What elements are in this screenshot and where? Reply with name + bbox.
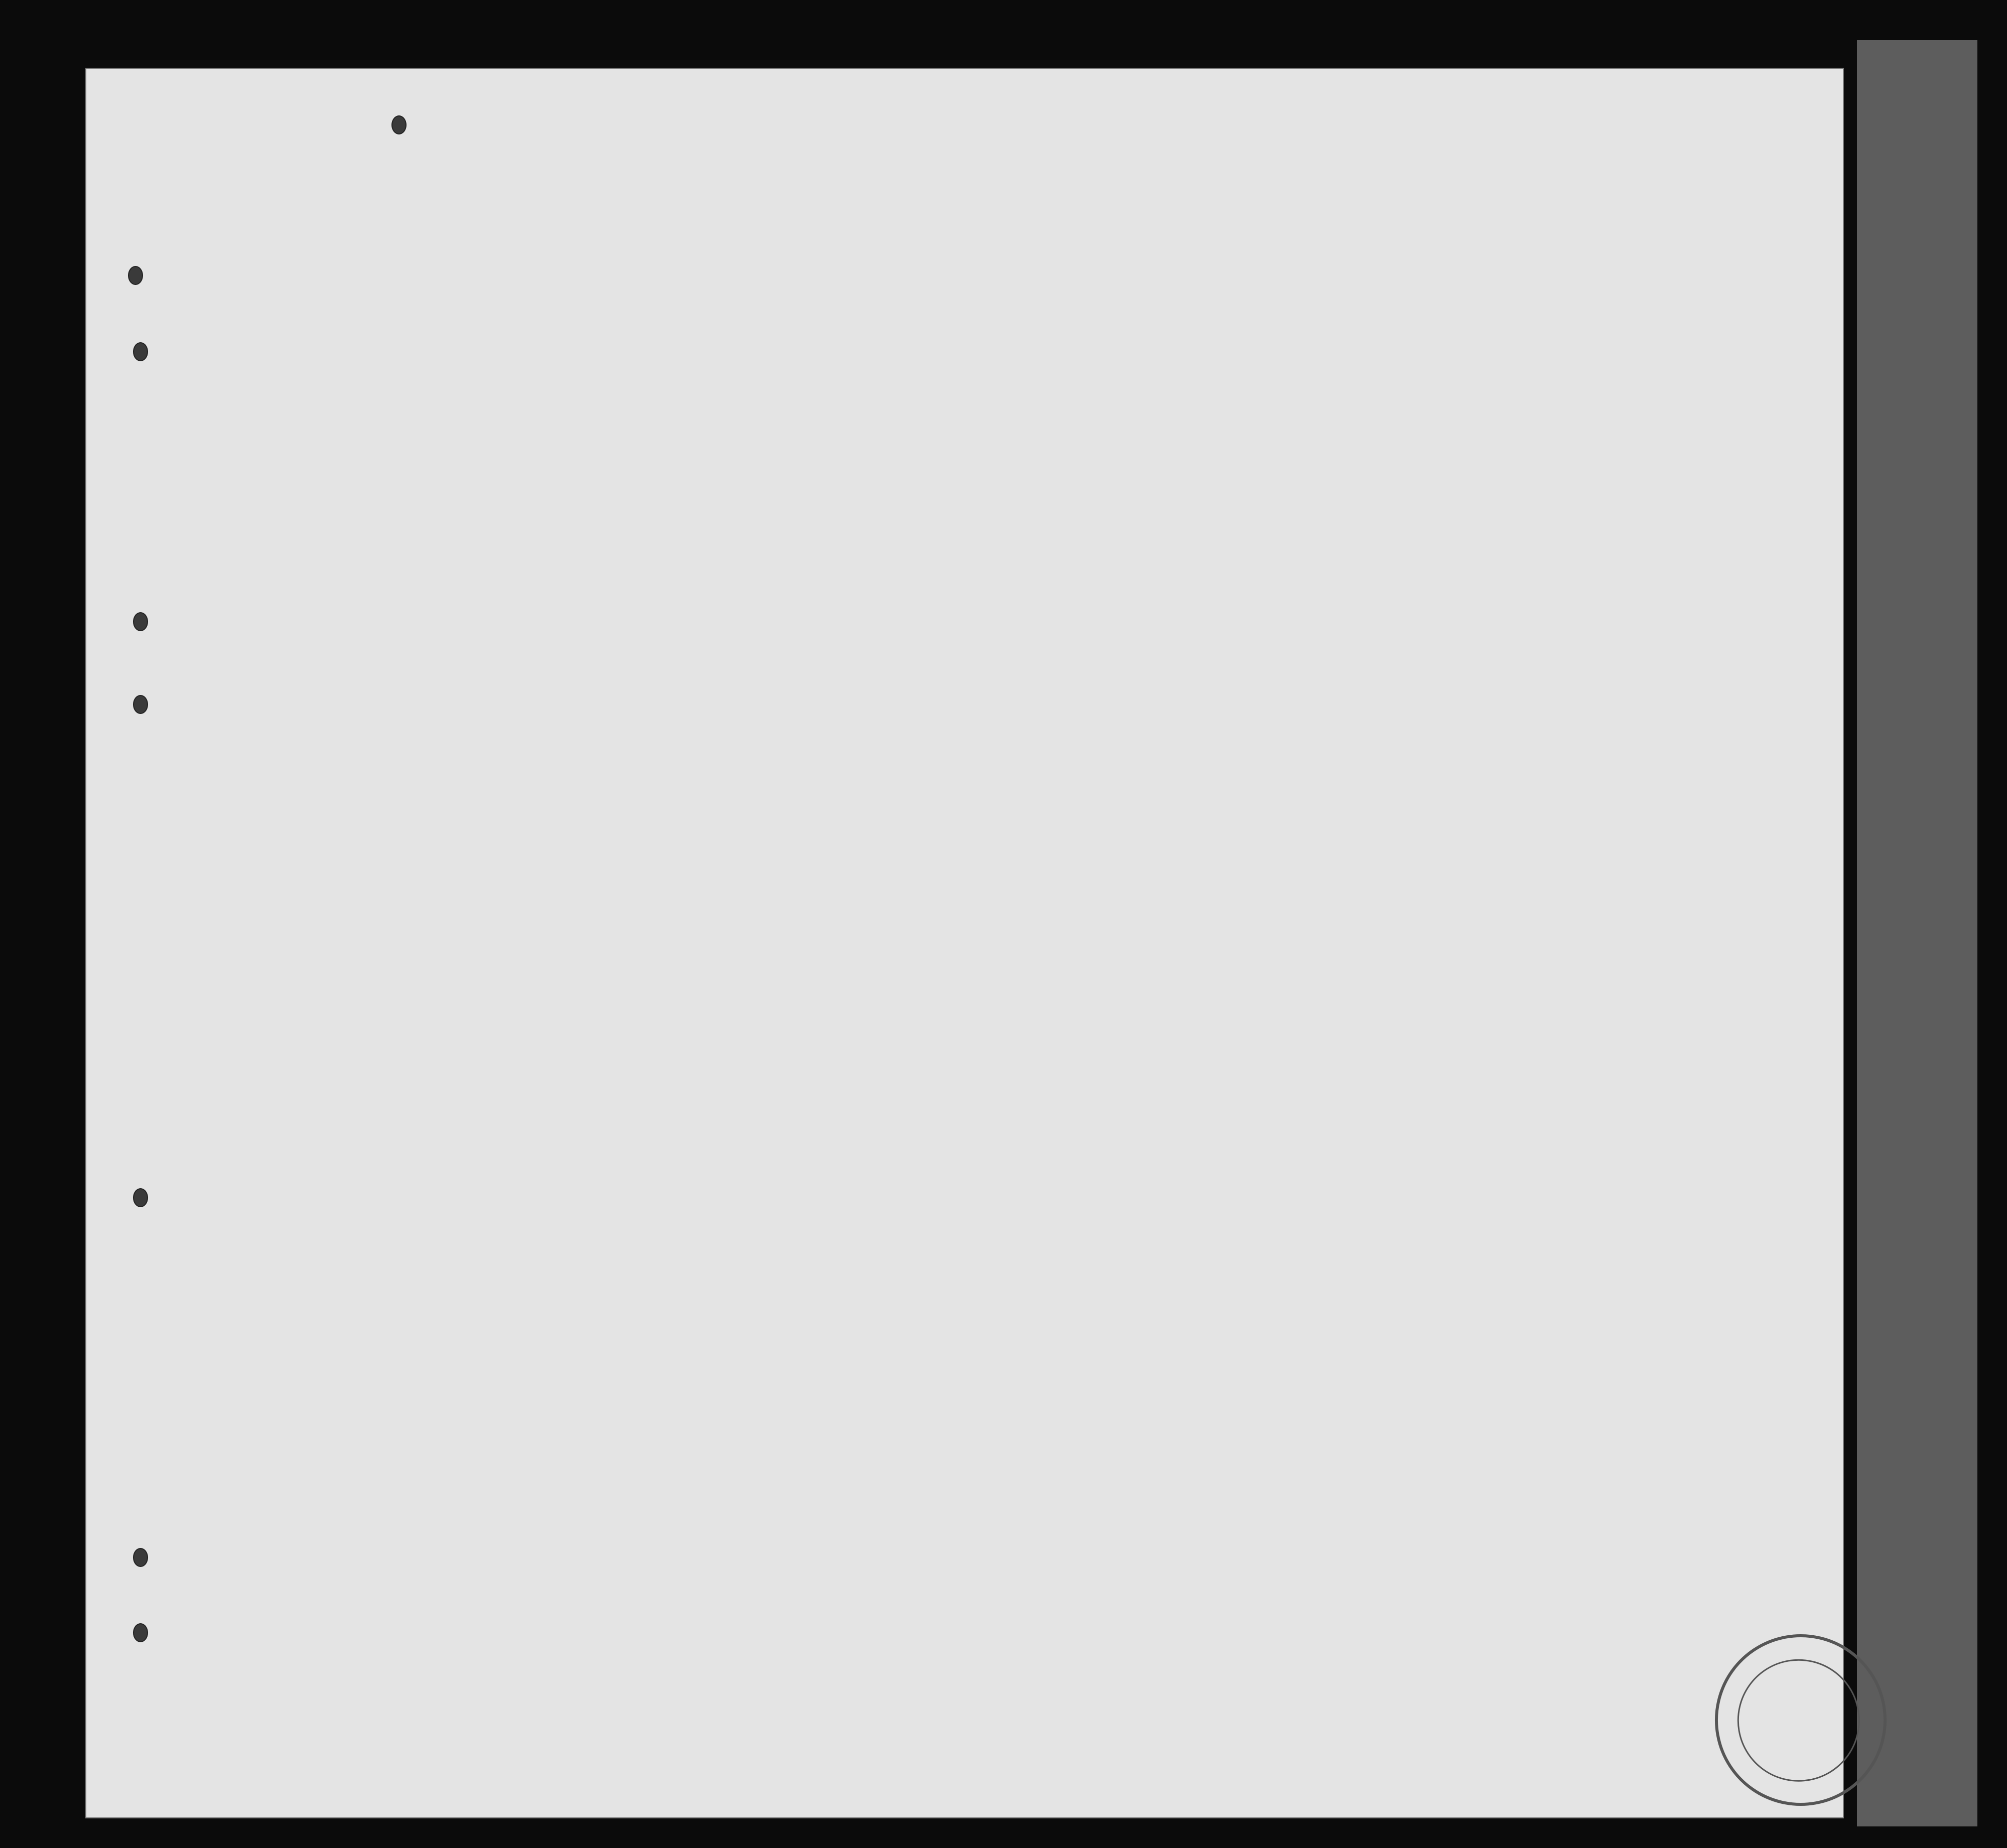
binding-hole [133, 1548, 148, 1567]
binding-hole [133, 1188, 148, 1207]
binding-hole [133, 342, 148, 361]
binding-hole [128, 266, 143, 285]
binding-hole [391, 115, 407, 134]
binding-hole [133, 1623, 148, 1642]
manifest-grid [86, 69, 1843, 1817]
binding-hole [133, 612, 148, 631]
manifest-sheet [85, 68, 1844, 1818]
adjacent-page-edge [1857, 40, 1977, 1826]
binding-hole [133, 695, 148, 714]
